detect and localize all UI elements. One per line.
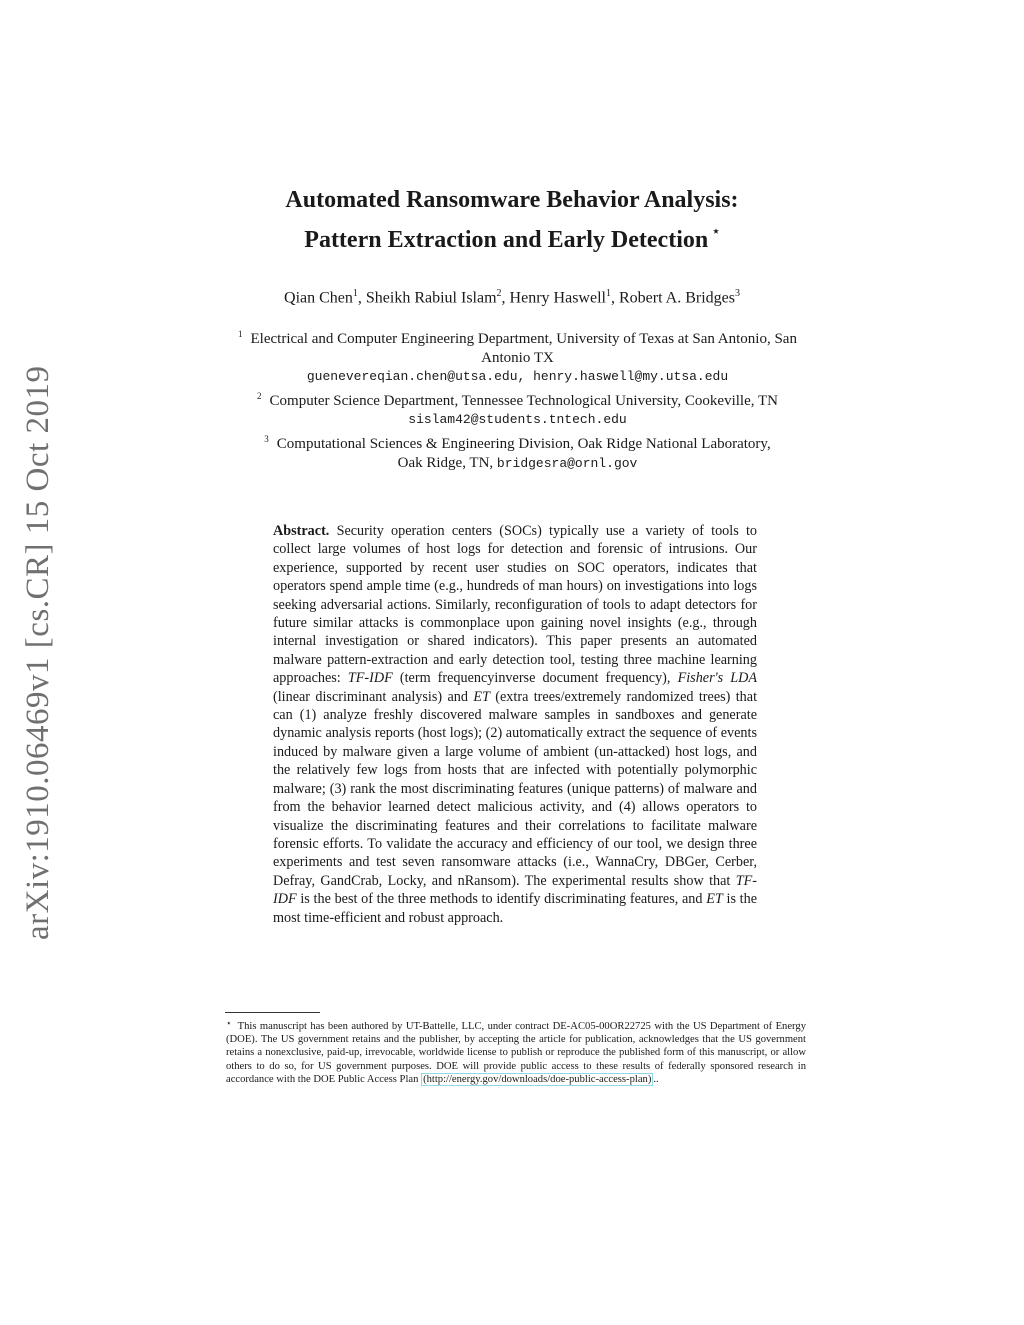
abstract-text: is the best of the three methods to identify discriminating features, and: [300, 891, 703, 908]
abstract-text: (extra trees/extremely randomized trees) that can (1) analyze freshly discovered malware samples in sandboxes and generate dynamic analysis reports (host logs); (2) automatically extract the sequence of events induced by malware given a large volume of ambient (un-attacked) host logs, and the relatively few logs from hosts that are infected with potentially polymorphic malware; (3) rank the most discriminating features (unique patterns) of malware and from the behavior learned detect malicious activity, and (4) allows operators to visualize the discriminating features and their correlations to facilitate malware forensic efforts. To validate the accuracy and efficiency of our tool, we design three experiments and test seven ransomware attacks (i.e., WannaCry, DBGer, Cerber, Defray, GandCrab, Locky, and nRansom). The experimental results show that: [273, 688, 758, 889]
affiliation-email[interactable]: bridgesra@ornl.gov: [496, 455, 638, 471]
footnote-text: This manuscript has been authored by UT-Battelle, LLC, under contract DE-AC05-00OR22725 with the US Department of Energy (DOE). The US government retains and the publisher, by accepting the article for publication, acknowledges that the US government retains a nonexclusive, paid-up, irrevocable, worldwide license to publish or reproduce the published form of this manuscript, or allow others to do so, for US government purposes. DOE will provide public access to these results of federally sponsored research in accordance with the DOE Public Access Plan: [226, 1021, 806, 1085]
arxiv-identifier-stamp: arXiv:1910.06469v1 [cs.CR] 15 Oct 2019: [20, 365, 56, 940]
footnote-tail: ..: [653, 1073, 659, 1085]
abstract-text: Security operation centers (SOCs) typically use a variety of tools to collect large volumes of host logs for detection and forensic of intrusions. Our experience, supported by recent user studies on SOC operators, indicates that operators spend ample time (e.g., hundreds of man hours) on investigations into logs seeking adversarial actions. Similarly, reconfiguration of tools to adapt detectors for future similar attacks is commonplace upon gaining novel insights (e.g., through internal investigation or shared indicators). This paper presents an automated malware pattern-extraction and early detection tool, testing three machine learning approaches:: [273, 523, 757, 687]
affiliation-number: 1: [238, 329, 243, 339]
footnote-rule: [225, 1012, 320, 1013]
footnote: [226, 1017, 806, 1086]
abstract-text: (term frequencyinverse document frequency),: [399, 670, 671, 687]
author-name: Sheikh Rabiul Islam: [365, 289, 497, 307]
abstract: [273, 522, 757, 927]
affiliation-number: 2: [257, 390, 262, 401]
title-footnote-mark[interactable]: ⋆: [712, 224, 720, 238]
affiliation-text: Electrical and Computer Engineering Department, University of Texas at San Antonio, San Antonio TX: [250, 331, 797, 366]
affiliation-email[interactable]: sislam42@students.tntech.edu: [408, 412, 627, 428]
title-line-2: [0, 216, 1024, 256]
method-name: TF-IDF: [347, 670, 393, 687]
method-name: Fisher's LDA: [677, 670, 758, 687]
author-name: Robert A. Bridges: [618, 289, 735, 307]
method-name: TF-IDF: [273, 872, 758, 908]
author-list: Qian Chen$^1$, Sheikh Rabiul Islam$^2$, Henry Haswell$^1$, Robert A. Bridges$^3$: [284, 288, 740, 307]
author-affiliation-mark: 1: [352, 288, 358, 299]
footnote-mark: ⋆: [226, 1018, 232, 1028]
affiliation-text: Computational Sciences & Engineering Division, Oak Ridge National Laboratory,: [276, 435, 771, 452]
abstract-text: is the most time-efficient and robust approach.: [273, 891, 758, 926]
author-affiliation-mark: 1: [605, 288, 611, 299]
title-line-1: Automated Ransomware Behavior Analysis:: [285, 187, 739, 213]
method-name: ET: [706, 891, 723, 908]
abstract-text: (linear discriminant analysis) and: [273, 688, 468, 705]
author-name: Henry Haswell: [509, 289, 606, 307]
author-name: Qian Chen: [284, 289, 353, 307]
author-affiliation-mark: 3: [734, 288, 740, 299]
affiliation-text: Computer Science Department, Tennessee Technological University, Cookeville, TN: [269, 392, 778, 409]
affiliation-1: [225, 325, 810, 387]
affiliation-2: [225, 387, 810, 430]
doe-access-plan-link[interactable]: (http://energy.gov/downloads/doe-public-access-plan): [423, 1073, 652, 1085]
affiliation-3: [225, 430, 810, 473]
author-affiliation-mark: 2: [496, 288, 502, 299]
title-line-2-text: Pattern Extraction and Early Detection: [304, 227, 709, 253]
affiliation-text: Oak Ridge, TN,: [397, 454, 494, 471]
affiliation-email[interactable]: guenevereqian.chen@utsa.edu, henry.haswell@my.utsa.edu: [306, 369, 729, 385]
abstract-label: Abstract.: [273, 523, 330, 539]
method-name: ET: [473, 688, 490, 705]
paper-title: [0, 185, 1024, 256]
affiliation-number: 3: [264, 433, 269, 444]
affiliations: [225, 325, 810, 473]
